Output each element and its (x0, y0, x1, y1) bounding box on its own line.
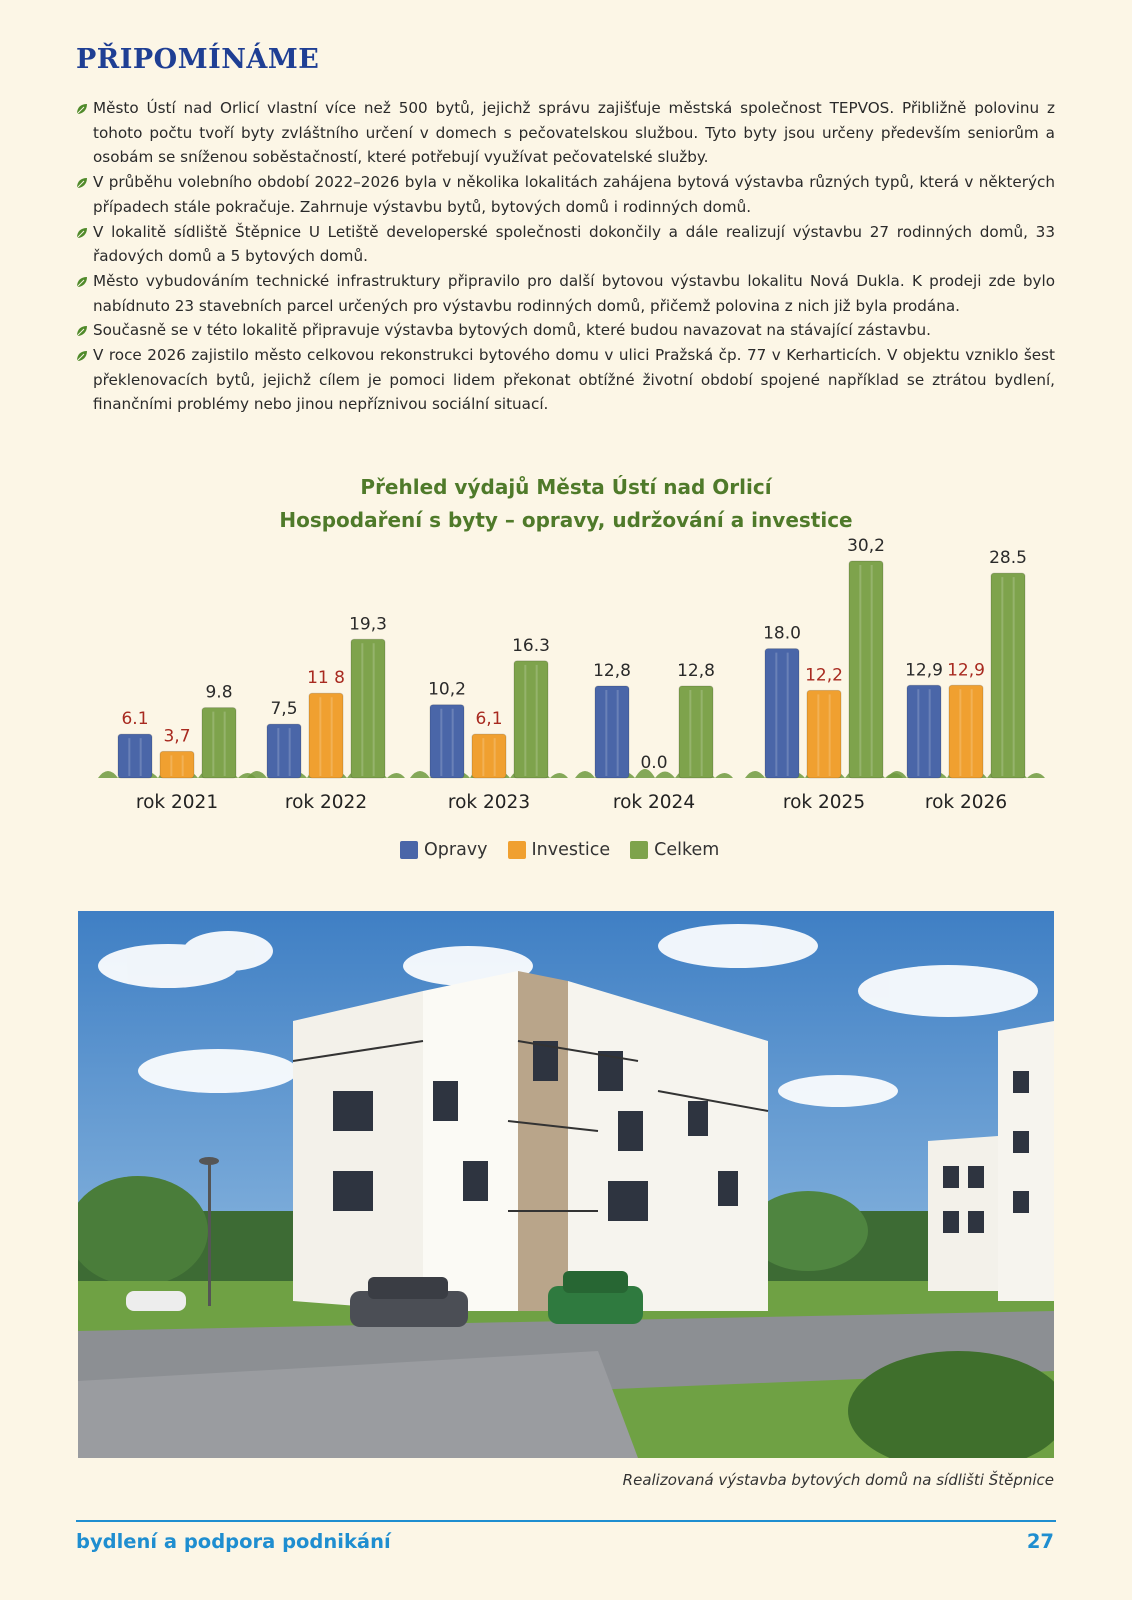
bullet-text: Město Ústí nad Orlicí vlastní více než 500 bytů, jejichž správu zajišťuje městská společnost TEPVOS. Přibližně polovinu z tohoto počtu tvoří byty zvláštního určení v domech s pečovatelskou službou. Tyto byty jsou určeny především seniorům a osobám se sníženou soběstačností, které potřebují využívat pečovatelské služby. (93, 99, 1055, 167)
data-label: 12,8 (593, 661, 631, 681)
legend-swatch-celkem (630, 841, 648, 859)
data-label: 18.0 (763, 623, 801, 644)
data-label: 12,9 (905, 660, 943, 681)
bar-investice (309, 693, 343, 778)
data-label: 12,8 (677, 661, 715, 681)
data-label: 16.3 (512, 635, 550, 656)
legend-swatch-investice (508, 841, 526, 859)
leaf-icon (76, 325, 88, 337)
footer-section-title: bydlení a podpora podnikání (76, 1530, 391, 1553)
category-label: rok 2022 (284, 792, 368, 813)
leaf-icon (76, 103, 88, 115)
leaf-icon (76, 276, 88, 288)
bar-celkem (202, 708, 236, 778)
bullet-list (76, 96, 1055, 417)
data-label: 6.1 (121, 709, 149, 730)
bullet-text: V průběhu volebního období 2022–2026 byla v několika lokalitách zahájena bytová výstavba různých typů, která v některých případech stále pokračuje. Zahrnuje výstavbu bytů, bytových domů i rodinných domů. (93, 173, 1055, 216)
legend-item-celkem (630, 840, 719, 860)
bar-investice (472, 734, 506, 778)
footer-divider (76, 1520, 1056, 1522)
legend-label: Celkem (654, 840, 720, 860)
bullet-text: V roce 2026 zajistilo město celkovou rekonstrukci bytového domu v ulici Pražská čp. 77 v Kerharticích. V objektu vzniklo šest překlenovacích bytů, jejichž cílem je pomoci lidem překonat obtížné životní období spojené například se ztrátou bydlení, finančními problémy nebo jinou nepříznivou sociální situací. (93, 346, 1055, 414)
data-label: 10,2 (428, 679, 466, 700)
legend-swatch-opravy (400, 841, 418, 859)
page-heading: PŘIPOMÍNÁME (76, 44, 320, 75)
bar-opravy (430, 705, 464, 778)
bullet-item (76, 343, 1055, 417)
bullet-item (76, 96, 1055, 170)
data-label: 9.8 (205, 682, 233, 703)
legend-item-opravy (400, 840, 488, 860)
category-label: rok 2026 (924, 792, 1008, 813)
bullet-item (76, 220, 1055, 269)
housing-illustration (78, 911, 1054, 1458)
category-label: rok 2023 (447, 792, 531, 813)
category-label: rok 2025 (782, 792, 866, 813)
bullet-text: V lokalitě sídliště Štěpnice U Letiště developerské společnosti dokončily a dále realizují výstavbu 27 rodinných domů, 33 řadových domů a 5 bytových domů. (93, 222, 1055, 266)
bar-celkem (991, 573, 1025, 778)
data-label: 0.0 (640, 753, 668, 773)
bar-investice (807, 690, 841, 778)
bullet-text: Současně se v této lokalitě připravuje výstavba bytových domů, které budou navazovat na stávající zástavbu. (93, 321, 931, 340)
bar-celkem (351, 639, 385, 778)
data-label: 28.5 (989, 548, 1027, 569)
chart-subtitle: Hospodaření s byty – opravy, udržování a investice (279, 508, 853, 532)
data-label: 11 8 (307, 668, 345, 689)
data-label: 30,2 (847, 535, 885, 556)
leaf-icon (76, 227, 88, 239)
data-label: 19,3 (349, 614, 387, 635)
housing-photo (78, 911, 1054, 1458)
data-label: 6,1 (475, 709, 503, 730)
bar-opravy (267, 724, 301, 778)
legend-label: Opravy (424, 840, 488, 860)
bullet-text: Město vybudováním technické infrastruktury připravilo pro další bytovou výstavbu lokalitu Nová Dukla. K prodeji zde bylo nabídnuto 23 stavebních parcel určených pro výstavbu rodinných domů, přičemž polovina z nich již byla prodána. (93, 271, 1055, 315)
chart-title: Přehled výdajů Města Ústí nad Orlicí (360, 475, 772, 499)
chart-legend (400, 838, 729, 862)
bar-investice (949, 685, 983, 778)
bar-celkem (679, 686, 713, 778)
category-label: rok 2024 (612, 792, 696, 813)
bar-celkem (849, 561, 883, 778)
expenses-bar-chart (0, 515, 1132, 825)
bar-opravy (595, 686, 629, 778)
leaf-icon (76, 177, 88, 189)
bar-opravy (907, 685, 941, 778)
bullet-item (76, 318, 1055, 343)
data-label: 12,9 (947, 660, 985, 681)
bar-investice (160, 751, 194, 778)
category-label: rok 2021 (135, 792, 219, 813)
photo-caption: Realizovaná výstavba bytových domů na sídlišti Štěpnice (622, 1471, 1054, 1489)
data-label: 3,7 (163, 726, 191, 747)
data-label: 12,2 (805, 665, 843, 686)
bar-celkem (514, 661, 548, 778)
bar-opravy (118, 734, 152, 778)
bullet-item (76, 170, 1055, 219)
legend-item-investice (508, 840, 611, 860)
bar-opravy (765, 649, 799, 778)
leaf-icon (76, 350, 88, 362)
legend-label: Investice (531, 840, 611, 860)
bullet-item (76, 269, 1055, 318)
data-label: 7,5 (270, 699, 298, 720)
page-number: 27 (1026, 1530, 1054, 1553)
